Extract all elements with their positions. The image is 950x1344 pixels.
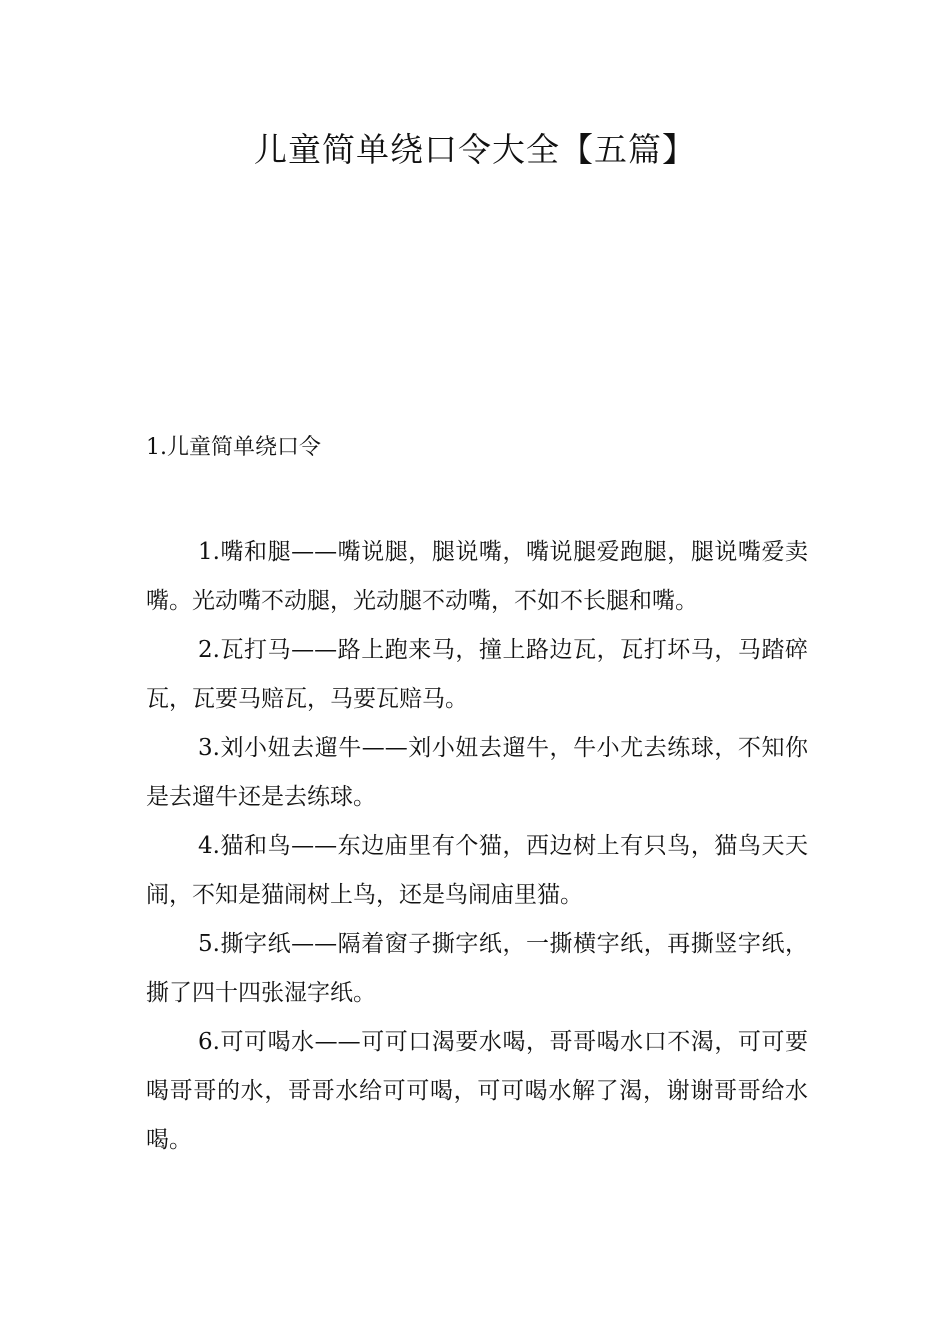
paragraph-tongue-twister-1: 1.嘴和腿——嘴说腿，腿说嘴，嘴说腿爱跑腿，腿说嘴爱卖嘴。光动嘴不动腿，光动腿不动嘴，不如不长腿和嘴。 [146, 539, 808, 614]
paragraph-tongue-twister-6: 6.可可喝水——可可口渴要水喝，哥哥喝水口不渴，可可要喝哥哥的水，哥哥水给可可喝，可可喝水解了渴，谢谢哥哥给水喝。 [146, 1029, 808, 1153]
section-heading: 1.儿童简单绕口令 [146, 435, 321, 460]
paragraph-tongue-twister-2: 2.瓦打马——路上跑来马，撞上路边瓦，瓦打坏马，马踏碎瓦，瓦要马赔瓦，马要瓦赔马。 [146, 637, 808, 712]
paragraph-tongue-twister-5: 5.撕字纸——隔着窗子撕字纸，一撕横字纸，再撕竖字纸，撕了四十四张湿字纸。 [146, 931, 808, 1006]
paragraph-tongue-twister-4: 4.猫和鸟——东边庙里有个猫，西边树上有只鸟，猫鸟天天闹，不知是猫闹树上鸟，还是鸟闹庙里猫。 [146, 833, 808, 908]
document-body [146, 528, 808, 1165]
paragraph-tongue-twister-3: 3.刘小妞去遛牛——刘小妞去遛牛，牛小尤去练球，不知你是去遛牛还是去练球。 [146, 735, 808, 810]
page-title: 儿童简单绕口令大全【五篇】 [254, 130, 696, 169]
